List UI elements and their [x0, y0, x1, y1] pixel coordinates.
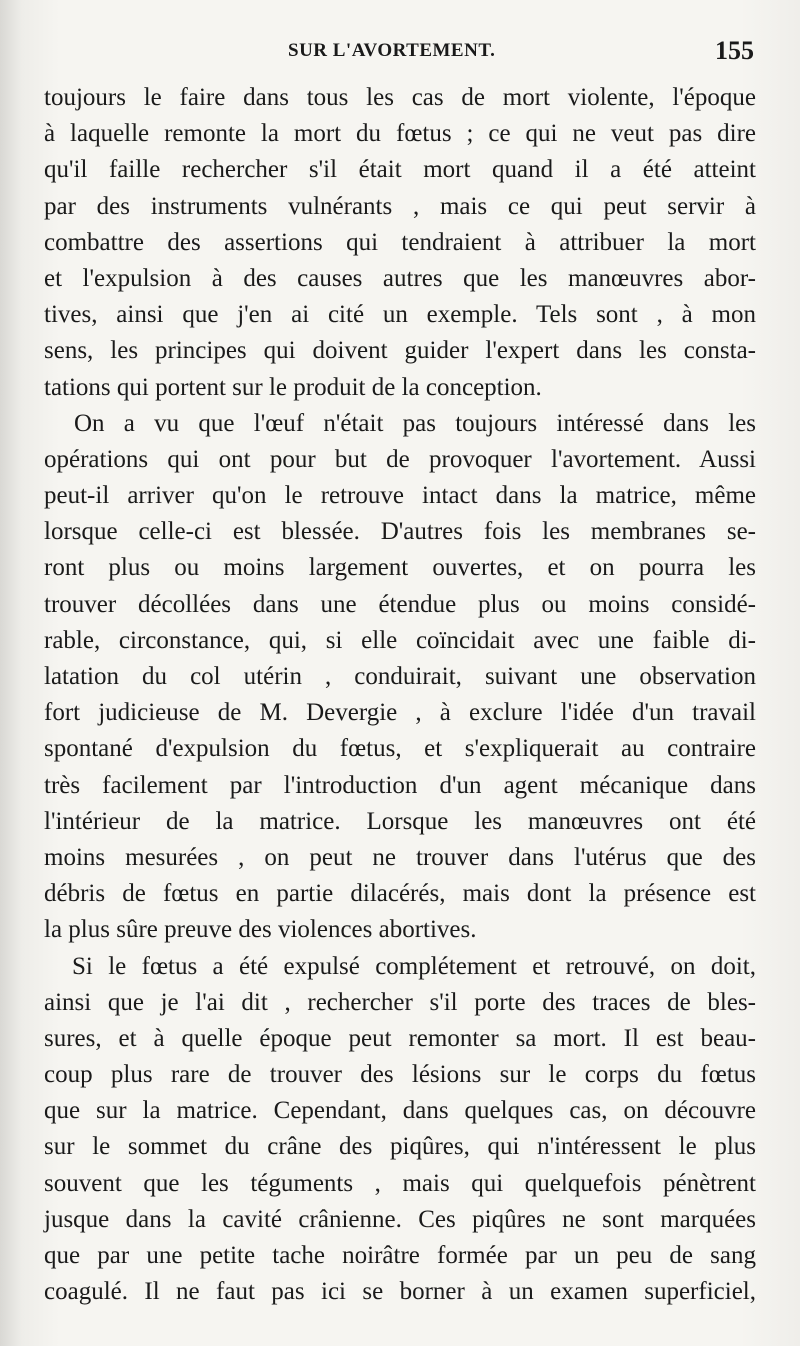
text-line: trouver décollées dans une étendue plus ou moins considé-: [44, 590, 756, 618]
text-line: ront plus ou moins largement ouvertes, et on pourra les: [44, 554, 756, 582]
text-line: débris de fœtus en partie dilacérés, mais dont la présence est: [44, 880, 756, 908]
text-line: que sur la matrice. Cependant, dans quelques cas, on découvre: [44, 1097, 756, 1125]
text-line: que par une petite tache noirâtre formée par un peu de sang: [44, 1242, 756, 1269]
text-line: tations qui portent sur le produit de la conception.: [44, 373, 542, 401]
text-line: ainsi que je l'ai dit , rechercher s'il porte des traces de bles-: [44, 988, 756, 1016]
body-text: [44, 80, 756, 1310]
text-line: sures, et à quelle époque peut remonter sa mort. Il est beau-: [44, 1024, 756, 1052]
text-line: coup plus rare de trouver des lésions sur le corps du fœtus: [44, 1061, 756, 1089]
text-line: peut-il arriver qu'on le retrouve intact dans la matrice, même: [44, 482, 756, 510]
text-line: l'intérieur de la matrice. Lorsque les manœuvres ont été: [44, 807, 756, 835]
text-line: qu'il faille rechercher s'il était mort quand il a été atteint: [44, 156, 756, 184]
text-line: souvent que les téguments , mais qui quelquefois pénètrent: [44, 1169, 756, 1197]
text-line: toujours le faire dans tous les cas de mort violente, l'époque: [44, 84, 756, 111]
text-line: moins mesurées , on peut ne trouver dans l'utérus que des: [44, 843, 756, 871]
text-line: tives, ainsi que j'en ai cité un exemple. Tels sont , à mon: [44, 301, 756, 329]
text-line: coagulé. Il ne faut pas ici se borner à un examen superficiel,: [44, 1278, 756, 1306]
text-line: sens, les principes qui doivent guider l'expert dans les consta-: [44, 337, 756, 365]
text-line: Si le fœtus a été expulsé complétement et retrouvé, on doit,: [72, 952, 756, 980]
text-line: fort judicieuse de M. Devergie , à exclure l'idée d'un travail: [44, 699, 756, 727]
text-line: sur le sommet du crâne des piqûres, qui n'intéressent le plus: [44, 1133, 756, 1161]
text-line: opérations qui ont pour but de provoquer l'avortement. Aussi: [44, 445, 756, 473]
page-header: [44, 36, 756, 70]
text-line: la plus sûre preuve des violences abortives.: [44, 916, 477, 944]
text-line: lorsque celle-ci est blessée. D'autres fois les membranes se-: [44, 518, 756, 546]
text-line: spontané d'expulsion du fœtus, et s'expliquerait au contraire: [44, 735, 756, 763]
text-line: par des instruments vulnérants , mais ce qui peut servir à: [44, 192, 756, 220]
text-line: à laquelle remonte la mort du fœtus ; ce qui ne veut pas dire: [44, 120, 756, 148]
text-line: jusque dans la cavité crânienne. Ces piqûres ne sont marquées: [44, 1205, 756, 1233]
text-line: rable, circonstance, qui, si elle coïncidait avec une faible di-: [44, 626, 756, 654]
text-line: latation du col utérin , conduirait, suivant une observation: [44, 663, 756, 690]
text-line: très facilement par l'introduction d'un agent mécanique dans: [44, 771, 756, 799]
running-title: SUR L'AVORTEMENT.: [288, 40, 496, 61]
page-number: 155: [715, 36, 754, 65]
text-line: On a vu que l'œuf n'était pas toujours intéressé dans les: [74, 409, 756, 437]
text-line: et l'expulsion à des causes autres que les manœuvres abor-: [44, 264, 756, 292]
text-line: combattre des assertions qui tendraient à attribuer la mort: [44, 228, 756, 256]
